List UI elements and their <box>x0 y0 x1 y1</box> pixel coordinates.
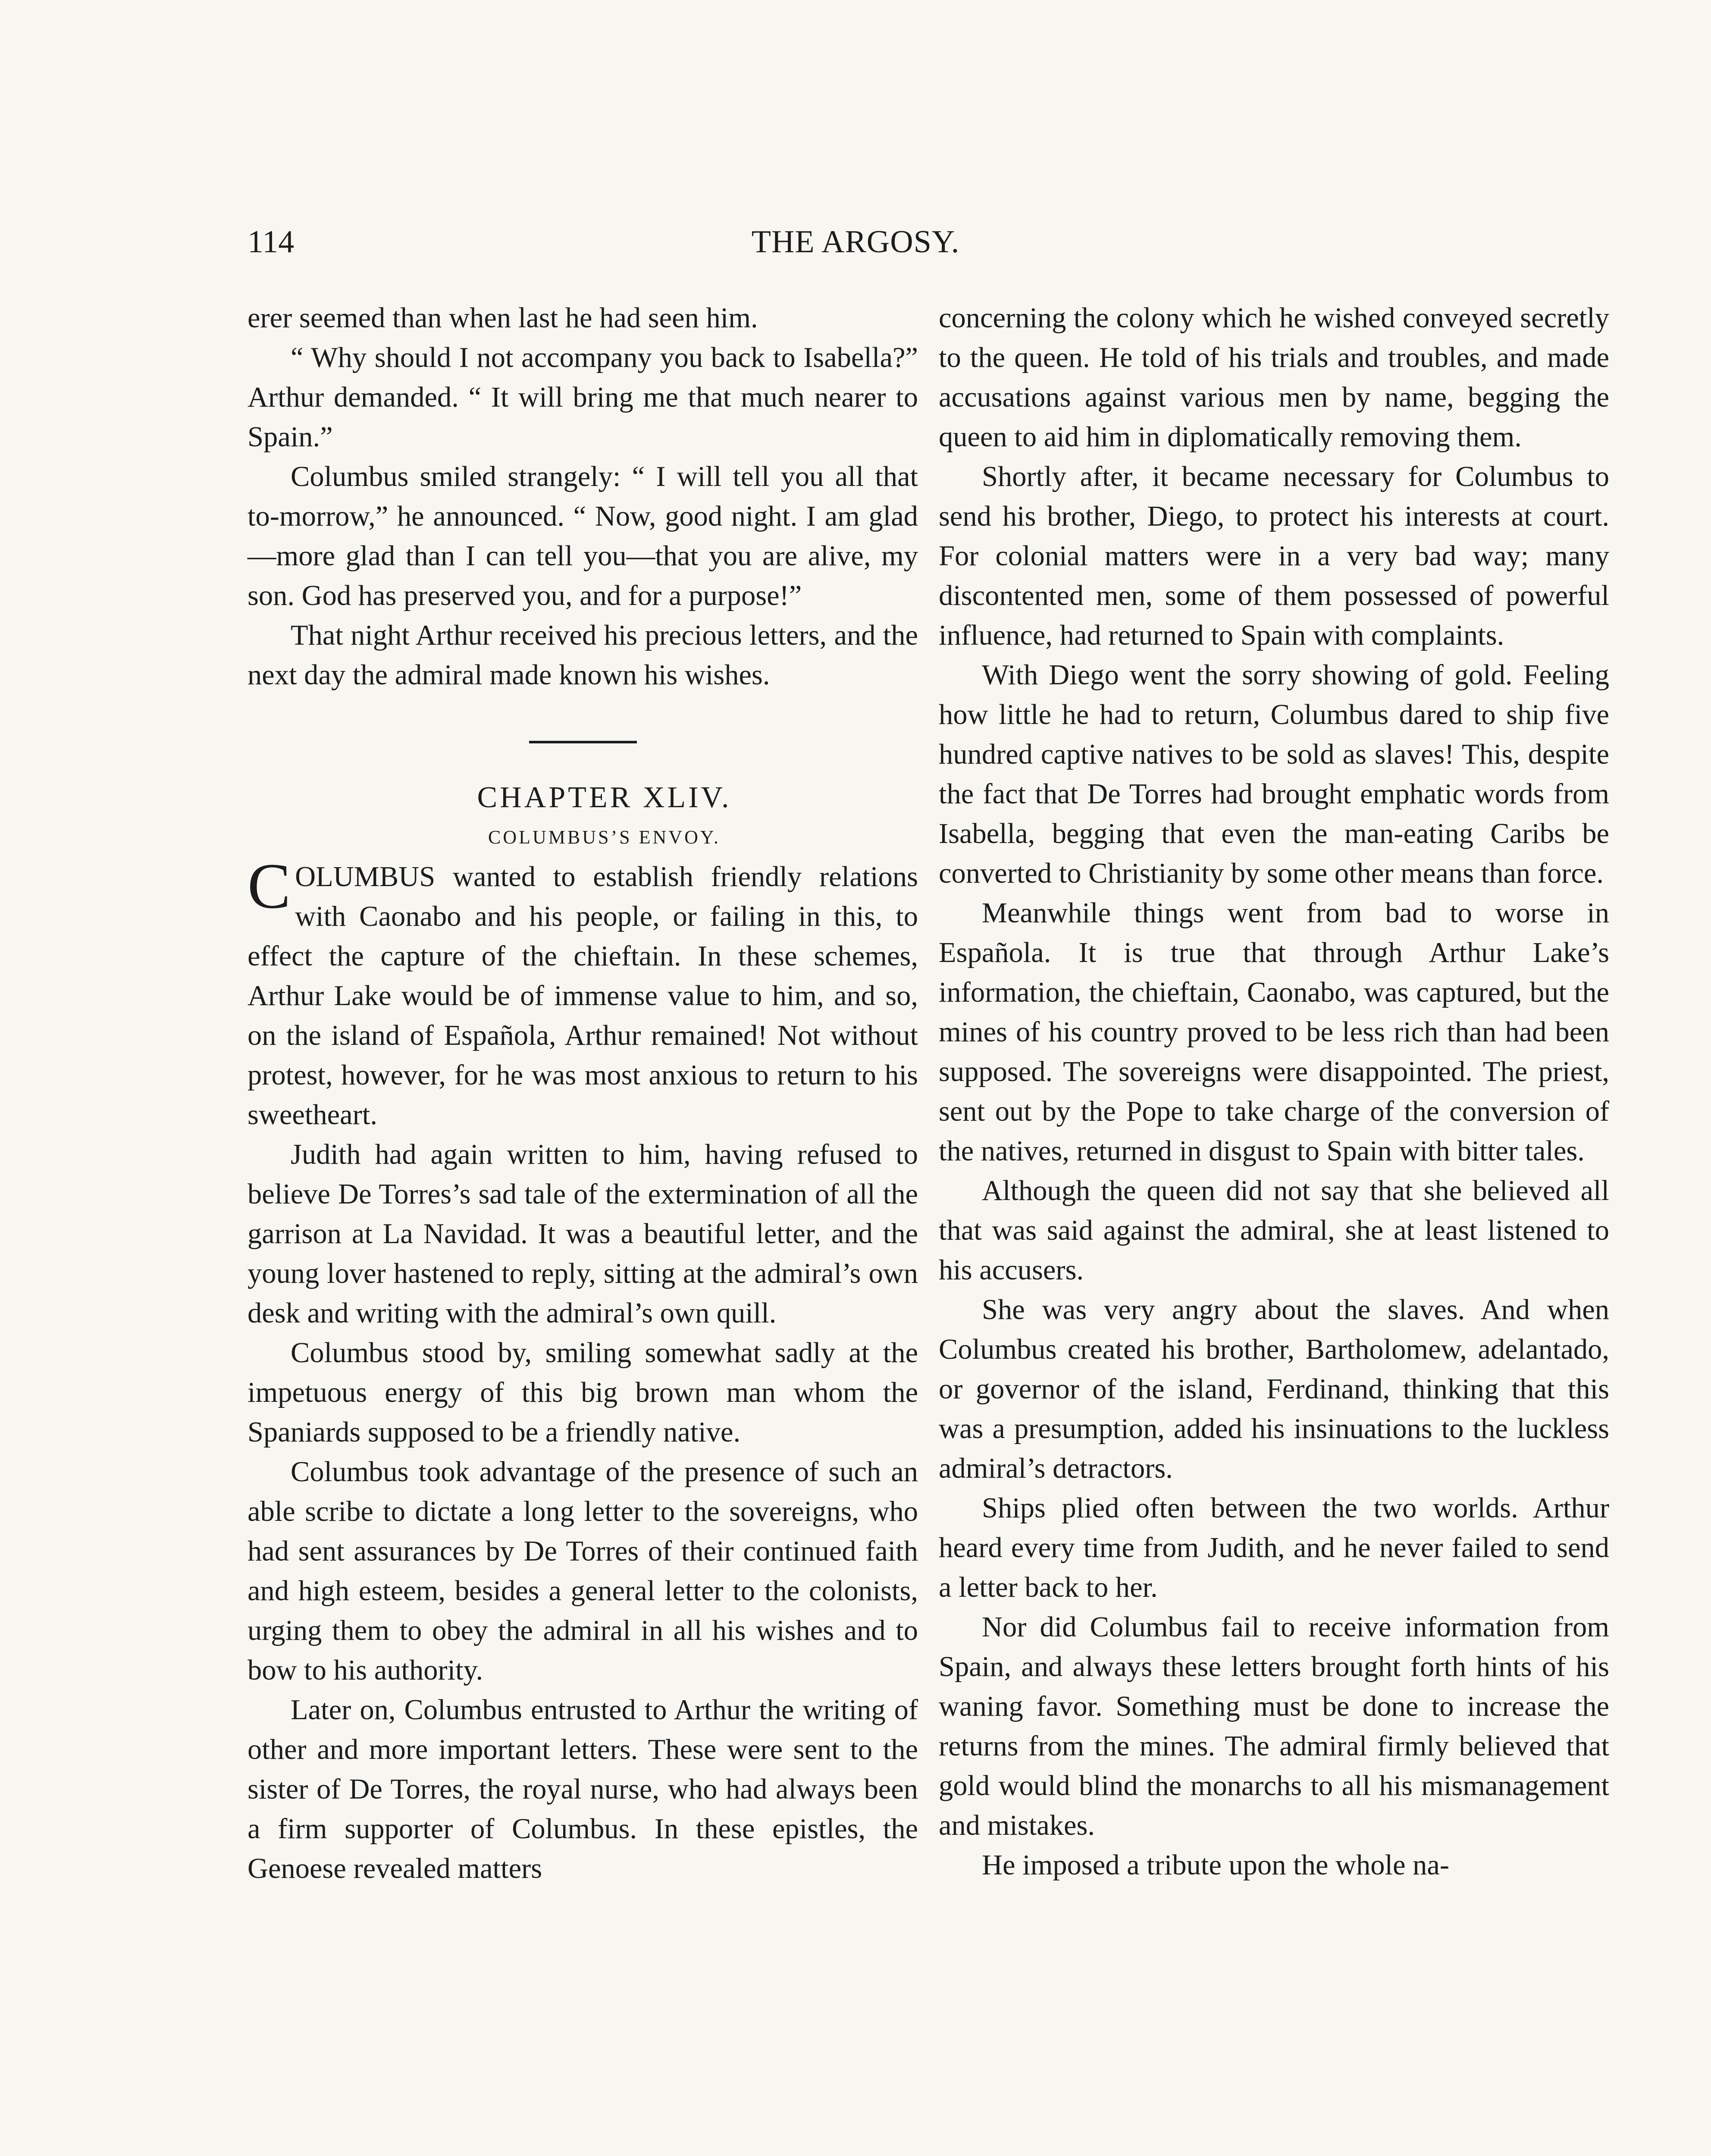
paragraph: That night Arthur received his precious letters, and the next day the admiral made known his wishes. <box>248 620 918 691</box>
drop-cap: C <box>248 850 291 922</box>
paragraph: Nor did Columbus fail to receive information from Spain, and always these letters brought forth hints of his waning favor. Something must be done to increase the returns from the mines. The admiral firmly believed that gold would blind the monarchs to all his mismanagement and mistakes. <box>939 1611 1609 1841</box>
paragraph: With Diego went the sorry showing of gold. Feeling how little he had to return, Columbus dared to ship five hundred captive natives to be sold as slaves! This, despite the fact that De Torres had brought emphatic words from Isabella, begging that even the man-eating Caribs be converted to Christianity by some other means than force. <box>939 659 1609 889</box>
section-divider <box>529 741 637 743</box>
paragraph: Ships plied often between the two worlds. Arthur heard every time from Judith, and he never failed to send a letter back to her. <box>939 1492 1609 1603</box>
paragraph: Shortly after, it became necessary for Columbus to send his brother, Diego, to protect his interests at court. For colonial matters were in a very bad way; many discontented men, some of them possessed of powerful influence, had returned to Spain with complaints. <box>939 461 1609 651</box>
paragraph: Although the queen did not say that she believed all that was said against the admiral, she at least listened to his accusers. <box>939 1175 1609 1286</box>
chapter-title: CHAPTER XLIV. <box>477 781 732 814</box>
paragraph-with-drop-cap <box>248 850 918 1135</box>
paragraph: Columbus took advantage of the presence of such an able scribe to dictate a long letter to the sovereigns, who had sent assurances by De Torres of their continued faith and high esteem, besides a general letter to the colonists, urging them to obey the admiral in all his wishes and to bow to his authority. <box>248 1456 918 1686</box>
paragraph: Columbus smiled strangely: “ I will tell you all that to-morrow,” he announced. “ Now, good night. I am glad—more glad than I can tell you—that you are alive, my son. God has preserved you, and for a purpose!” <box>248 461 918 611</box>
paragraph: erer seemed than when last he had seen him. <box>248 302 758 334</box>
paragraph: Judith had again written to him, having refused to believe De Torres’s sad tale of the extermination of all the garrison at La Navidad. It was a beautiful letter, and the young lover hastened to reply, sitting at the admiral’s own desk and writing with the admiral’s own quill. <box>248 1139 918 1329</box>
paragraph: He imposed a tribute upon the whole na- <box>982 1849 1450 1881</box>
paragraph: Later on, Columbus entrusted to Arthur the writing of other and more important letters. These were sent to the sister of De Torres, the royal nurse, who had always been a firm supporter of Columbus. In these epistles, the Genoese revealed matters <box>248 1694 918 1884</box>
chapter-subtitle: COLUMBUS’S ENVOY. <box>488 827 721 848</box>
running-head: THE ARGOSY. <box>751 224 960 260</box>
right-column <box>939 298 1609 1885</box>
left-column <box>248 298 918 1889</box>
paragraph: Columbus stood by, smiling somewhat sadly at the impetuous energy of this big brown man whom the Spaniards supposed to be a friendly native. <box>248 1337 918 1448</box>
paragraph: “ Why should I not accompany you back to Isabella?” Arthur demanded. “ It will bring me that much nearer to Spain.” <box>248 342 918 453</box>
paragraph: She was very angry about the slaves. And when Columbus created his brother, Bartholomew, adelantado, or governor of the island, Ferdinand, thinking that this was a presumption, added his insinuations to the luckless admiral’s detractors. <box>939 1294 1609 1484</box>
paragraph: Meanwhile things went from bad to worse in Española. It is true that through Arthur Lake’s information, the chieftain, Caonabo, was captured, but the mines of his country proved to be less rich than had been supposed. The sovereigns were disappointed. The priest, sent out by the Pope to take charge of the conversion of the natives, returned in disgust to Spain with bitter tales. <box>939 897 1609 1167</box>
page-number: 114 <box>248 224 295 260</box>
paragraph: concerning the colony which he wished conveyed secretly to the queen. He told of his trials and troubles, and made accusations against various men by name, begging the queen to aid him in diplomatically removing them. <box>939 302 1609 453</box>
paragraph-text: OLUMBUS wanted to establish friendly relations with Caonabo and his people, or failing in this, to effect the capture of the chieftain. In these schemes, Arthur Lake would be of immense value to him, and so, on the island of Española, Arthur remained! Not without protest, however, for he was most anxious to return to his sweetheart. <box>248 861 918 1131</box>
